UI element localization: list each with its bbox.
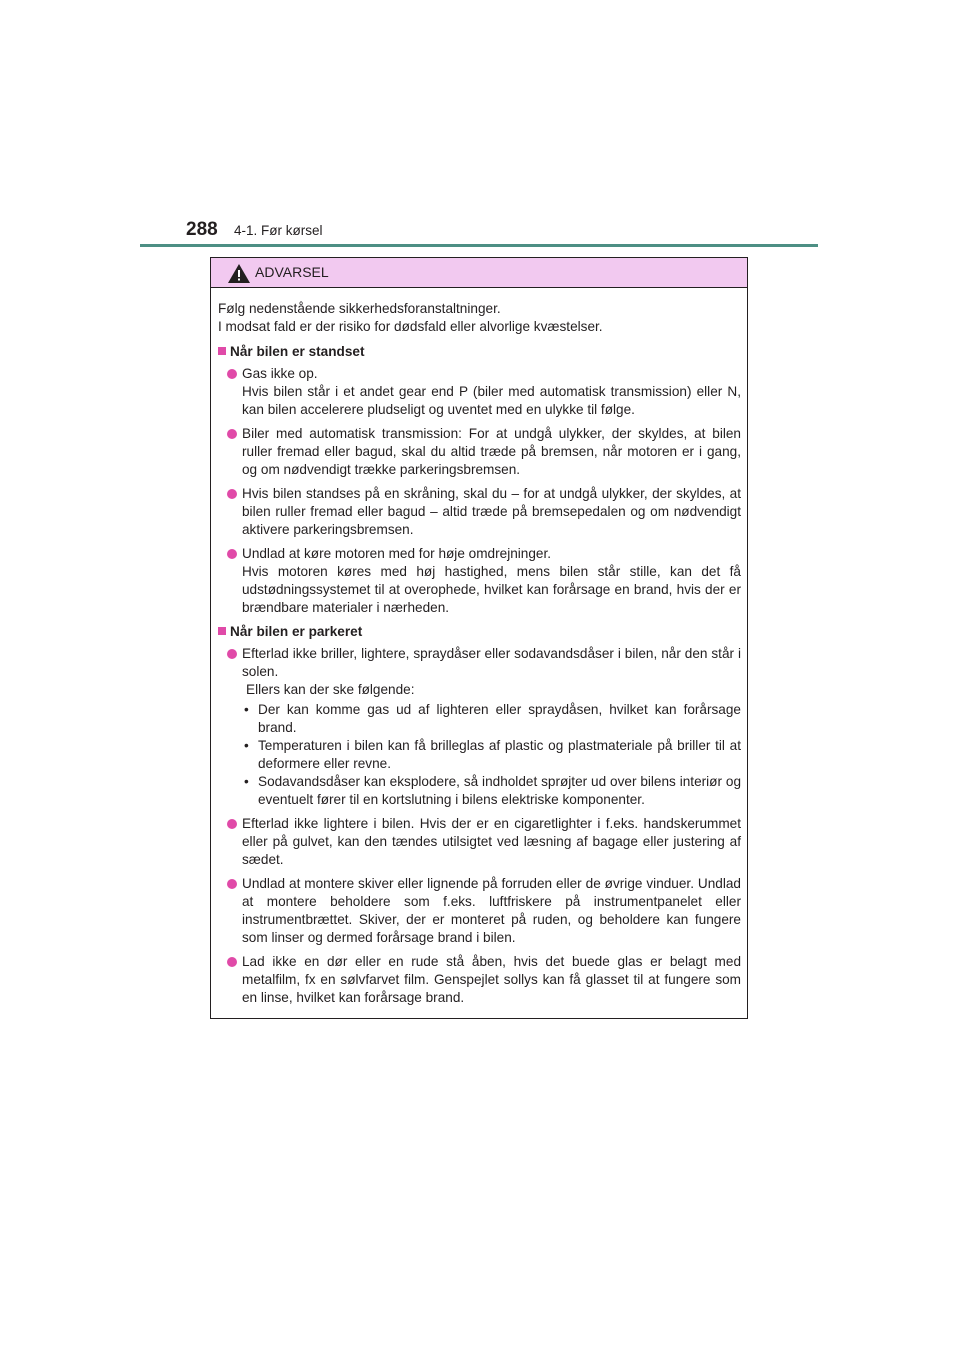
- list-item: [218, 953, 741, 1007]
- item-text: Efterlad ikke lightere i bilen. Hvis der er en cigaretlighter i f.eks. handskerummet eller på gulvet, kan den tændes utilsigtet ved læsning af bagage eller justering af sædet.: [242, 816, 741, 867]
- list-item: [218, 815, 741, 869]
- item-text: Gas ikke op.: [242, 366, 318, 381]
- item-text: Undlad at montere skiver eller lignende på forruden eller de øvrige vinduer. Undlad at montere beholdere som f.eks. luftfriskere på instrumentpanelet eller instrumentbrættet. Skiver, der er monteret på ruden, og beholdere kan fungere som linser og dermed forårsage brand i bilen.: [242, 876, 741, 945]
- bullet-icon: •: [244, 774, 249, 789]
- round-bullet-icon: [227, 957, 237, 967]
- item-text: Undlad at køre motoren med for høje omdrejninger.: [242, 546, 552, 561]
- item-text: Lad ikke en dør eller en rude stå åben, hvis det buede glas er belagt med metalfilm, fx en sølvfarvet film. Genspejlet sollys kan få glasset til at fungere som en linse, hvilket kan forårsage brand.: [242, 954, 741, 1005]
- section-heading-text: Når bilen er parkeret: [230, 624, 363, 639]
- bullet-icon: •: [244, 702, 249, 717]
- round-bullet-icon: [227, 369, 237, 379]
- sub-intro: Ellers kan der ske følgende:: [246, 682, 415, 697]
- item-text: Biler med automatisk transmission: For at undgå ulykker, der skyldes, at bilen ruller fremad eller bagud, skal du altid træde på bremsen, når motoren er i gang, og om nødvendigt trække parkeringsbremsen.: [242, 426, 741, 477]
- list-item: [218, 425, 741, 479]
- bullet-icon: •: [244, 738, 249, 753]
- header-rule: [140, 244, 818, 247]
- section-heading: [218, 343, 741, 361]
- round-bullet-icon: [227, 649, 237, 659]
- section-title: 4-1. Før kørsel: [234, 223, 323, 238]
- item-text: Hvis bilen står i et andet gear end P (biler med automatisk transmission) eller N, kan bilen accelerere pludseligt og uventet med en ulykke til følge.: [242, 384, 741, 417]
- sub-item-text: Sodavandsdåser kan eksplodere, så indholdet sprøjter ud over bilens interiør og eventuelt fører til en kortslutning i bilens elektriske komponenter.: [258, 774, 741, 807]
- sub-list: [242, 701, 741, 809]
- warning-intro: [218, 300, 741, 336]
- round-bullet-icon: [227, 549, 237, 559]
- square-bullet-icon: [218, 347, 226, 355]
- round-bullet-icon: [227, 879, 237, 889]
- sub-item-text: Temperaturen i bilen kan få brilleglas af plastic og plastmateriale på briller til at deformere eller revne.: [258, 738, 741, 771]
- sub-list-item: [242, 737, 741, 773]
- round-bullet-icon: [227, 489, 237, 499]
- list-item: [218, 875, 741, 947]
- item-text: Hvis bilen standses på en skråning, skal du – for at undgå ulykker, der skyldes, at bilen ruller fremad eller bagud – altid træde på bremsepedalen og om nødvendigt aktivere parkeringsbremsen.: [242, 486, 741, 537]
- sub-list-item: [242, 701, 741, 737]
- section-heading: [218, 623, 741, 641]
- round-bullet-icon: [227, 819, 237, 829]
- square-bullet-icon: [218, 627, 226, 635]
- sub-list-item: [242, 773, 741, 809]
- warning-header: [211, 258, 747, 288]
- warning-label: ADVARSEL: [255, 264, 329, 280]
- sub-item-text: Der kan komme gas ud af lighteren eller spraydåsen, hvilket kan forårsage brand.: [258, 702, 741, 735]
- warning-triangle-icon: [228, 264, 250, 283]
- list-item: [218, 365, 741, 419]
- round-bullet-icon: [227, 429, 237, 439]
- intro-line: I modsat fald er der risiko for dødsfald eller alvorlige kvæstelser.: [218, 319, 603, 334]
- item-text: Efterlad ikke briller, lightere, spraydåser eller sodavandsdåser i bilen, når den står i solen.: [242, 646, 741, 679]
- section-heading-text: Når bilen er standset: [230, 344, 365, 359]
- list-item: [218, 645, 741, 809]
- item-text: Hvis motoren køres med høj hastighed, mens bilen står stille, kan det få udstødningssystemet til at overophede, hvilket kan forårsage en brand, hvis der er brændbare materialer i nærheden.: [242, 564, 741, 615]
- warning-box: [210, 257, 748, 1019]
- page-number: 288: [186, 219, 218, 240]
- list-item: [218, 485, 741, 539]
- list-item: [218, 545, 741, 617]
- warning-body: [211, 288, 747, 1007]
- intro-line: Følg nedenstående sikkerhedsforanstaltninger.: [218, 301, 501, 316]
